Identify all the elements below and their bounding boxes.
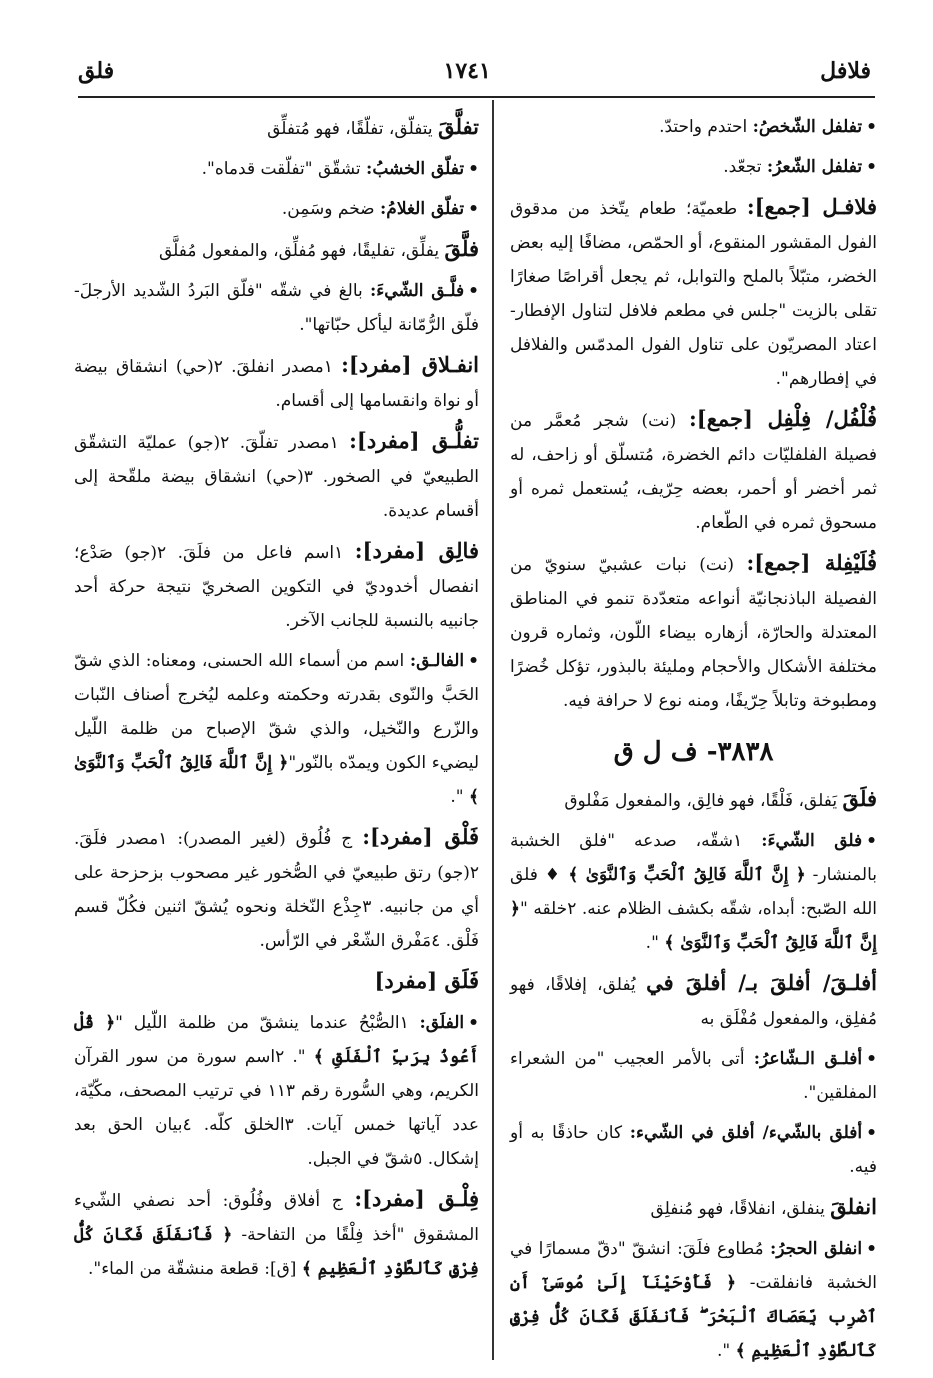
entry: •انفلق الحجرُ: مُطاوع فلَقَ: انشقّ "دقّ مسمارًا في الخشبة فانفلقت- ﴿ فَأَوْحَيْنَآ إِلَىٰ مُوسَىٰٓ أَنِ ٱضْرِب بِّعَصَاكَ ٱلْبَحْرَ ۖ فَٱنفَلَقَ فَكَانَ كُلُّ فِرْقٍ كَٱلطَّوْدِ ٱلْعَظِيمِ ﴾ ". xyxy=(510,1239,877,1361)
entry: فلَّقَ يفلِّق، تفليقًا، فهو مُفلِّق، والمفعول مُفلَّق xyxy=(158,236,479,261)
header-left-word: فلق xyxy=(78,58,115,84)
entry: انفلقَ ينفلق، انفلاقًا، فهو مُنفلِق xyxy=(650,1194,877,1219)
entry: •فلَّـق الشّيءَ: بالغ في شقّه "فلّق البَردُ الشّديد الأرجلَ- فلّق الرُّمّانة ليأكل حبّاتها". xyxy=(74,281,480,335)
header-divider xyxy=(78,96,875,98)
entry: فَلْق [مفرد]: ج فُلُوق (لغير المصدر): ١مصدر فلَقَ. ٢(جو) رتق طبيعيّ في الصُّخور غير مصحوب بزحزحة على أي من جانبيه. ٣جِذْع النّخلة ونحوه يُشقّ اثنين فكُلّ قسم فَلْق. ٤مَفْرق الشّعْر في الرّأس. xyxy=(74,824,480,951)
quran-verse: ﴿ فَٱنفَلَقَ فَكَانَ كُلُّ فِرْقٍ كَٱلطَّوْدِ ٱلْعَظِيمِ ﴾ xyxy=(74,1225,479,1279)
entry: فِلْـق [مفرد]: ج أفلاق وفُلُوق: أحد نصفي الشّيء المشقوق "أخذ فِلْقًا من التفاحة- ﴿ فَٱنفَلَقَ فَكَانَ كُلُّ فِرْقٍ كَٱلطَّوْدِ ٱلْعَظِيمِ ﴾ [ق]: قطعة منشقّة من الماء". xyxy=(74,1186,480,1279)
entry: أفلـقَ/ أفلقَ بـ/ أفلقَ في يُفلق، إفلاقًا، فهو مُفلِق، والمفعول مُفْلَق به xyxy=(510,970,878,1029)
quran-verse: ﴿ فَأَوْحَيْنَآ إِلَىٰ مُوسَىٰٓ أَنِ ٱضْرِب بِّعَصَاكَ ٱلْبَحْرَ ۖ فَٱنفَلَقَ فَكَانَ كُلُّ فِرْقٍ كَٱلطَّوْدِ ٱلْعَظِيمِ ﴾ xyxy=(510,1273,877,1361)
page-number: ١٧٤١ xyxy=(443,58,491,84)
entry: فالِق [مفرد]: ١اسم فاعل من فلَقَ. ٢(جو) صَدْع؛ انفصال أخدوديّ في التكوين الصخريّ نتيجة حركة أحد جانبيه بالنسبة للجانب الآخر. xyxy=(74,538,479,631)
entry: •أفلق بالشّيء/ أفلق في الشّيء: كان حاذقًا به أو فيه. xyxy=(510,1123,878,1177)
left-column xyxy=(74,110,479,1348)
entry: تفلُّـق [مفرد]: ١مصدر تفلّقَ. ٢(جو) عمليّة التشقّق الطبيعيّ في الصخور. ٣(حي) انشقاق بيضة ملقّحة إلى أقسام عديدة. xyxy=(74,428,480,521)
quran-verse: ﴿ قُلْ أَعُوذُ بِرَبِّ ٱلْفَلَقِ ﴾ xyxy=(74,1013,479,1067)
right-column xyxy=(510,110,878,1361)
entry: •أفلـق الـشّاعرُ: أتى بالأمر العجيب "من الشعراء المفلقين". xyxy=(510,1049,877,1103)
entry: •تفلفل الشّخصُ: احتدم واحتدّ. xyxy=(659,117,877,137)
entry: •تفلّق الخشبُ: تشقّق "تفلّقت قدماه". xyxy=(201,159,479,179)
root-title: ٣٨٣٨- ف ل ق xyxy=(613,737,774,767)
entry: فُلَيْفِلة [جمع]: (نت) نبات عشبيّ سنويّ من الفصيلة الباذنجانيّة أنواعه متعدّدة تنمو في المناطق المعتدلة والحارّة، أزهاره بيضاء اللّون، وثماره قرون مختلفة الأشكال والأحجام ومليئة بالبذور، تؤكل خُضرًا ومطبوخة وتابلاً حِرّيفًا، ومنه نوع لا حرافة فيه. xyxy=(510,550,877,711)
quran-verse: ﴿ إِنَّ ٱللَّهَ فَالِقُ ٱلْحَبِّ وَٱلنَّوَىٰ ﴾ xyxy=(568,865,806,885)
column-divider xyxy=(492,100,494,1360)
entry: تفلَّقَ يتفلّق، تفلّقًا، فهو مُتفلِّق xyxy=(267,114,479,139)
entry: انفـلاق [مفرد]: ١مصدر انفلقَ. ٢(حي) انشقاق بيضة أو نواة وانقسامها إلى أقسام. xyxy=(74,352,479,411)
quran-verse: ﴿ إِنَّ ٱللَّهَ فَالِقُ ٱلْحَبِّ وَٱلنَّوَىٰ ﴾ xyxy=(510,899,877,953)
entry: •الفالـق: اسم من أسماء الله الحسنى، ومعناه: الذي شقّ الحَبَّ والنّوى بقدرته وحكمته وعلمه ليُخرج أصناف النّبات والزّرع والنّخيل، والذي شقّ الإصباح من ظلمة اللّيل ليضيء الكون ويمدّه بالنّور"﴿ إِنَّ ٱللَّهَ فَالِقُ ٱلْحَبِّ وَٱلنَّوَىٰ ﴾ ". xyxy=(74,651,479,807)
entry: •فلق الشّيءَ: ١شقّه، صدعه "فلق الخشبة بالمنشار- ﴿ إِنَّ ٱللَّهَ فَالِقُ ٱلْحَبِّ وَٱلنَّوَىٰ ﴾ ♦ فلق الله الصّبح: أبداه، شقّه بكشف الظلام عنه. ٢خلقه "﴿ إِنَّ ٱللَّهَ فَالِقُ ٱلْحَبِّ وَٱلنَّوَىٰ ﴾ ". xyxy=(510,831,878,953)
entry: •الفلَق: ١الصُّبْحُ عندما ينشقّ من ظلمة اللّيل "﴿ قُلْ أَعُوذُ بِرَبِّ ٱلْفَلَقِ ﴾ ". ٢اسم سورة من سور القرآن الكريم، وهي السُّورة رقم ١١٣ في ترتيب المصحف، مكّيّة، عدد آياتها خمس آيات. ٣الخلق كلّه. ٤بيان الحق بعد إشكال. ٥شقّ في الجبل. xyxy=(74,1013,480,1169)
entry: •تفلّق الغلامُ: ضخم وسَمِن. xyxy=(281,199,479,219)
entry: فلَقَ يَفلق، فَلْقًا، فهو فالِق، والمفعول مَفْلوق xyxy=(564,786,877,811)
header-right-word: فلافل xyxy=(820,58,871,84)
page-header xyxy=(78,50,871,92)
entry: فُلْفُل/ فِلْفِل [جمع]: (نت) شجر مُعمَّر من فصيلة الفلفليّات دائم الخضرة، مُتسلّق أو زاحف، له ثمر أخضر أو أحمر، بعضه حِرّيف، يُستعمل ثمره أو مسحوق ثمره في الطّعام. xyxy=(510,406,878,533)
quran-verse: ﴿ إِنَّ ٱللَّهَ فَالِقُ ٱلْحَبِّ وَٱلنَّوَىٰ ﴾ xyxy=(74,753,479,807)
entry: •تفلفل الشّعرُ: تجعّد. xyxy=(723,157,877,177)
entry: فَلَق [مفرد] xyxy=(374,968,479,993)
entry: فلافـل [جمع]: طعميّة؛ طعام يتّخذ من مدقوق الفول المقشور المنقوع، أو الحمّص، مضافًا إليه بعض الخضر، متبّلاً بالملح والتوابل، ثم يجعل أقراصًا صغارًا تقلى بالزيت "جلس في مطعم فلافل لتناول الإفطار- اعتاد المصريّون على تناول الفول المدمّس والفلافل في إفطارهم". xyxy=(510,194,877,389)
